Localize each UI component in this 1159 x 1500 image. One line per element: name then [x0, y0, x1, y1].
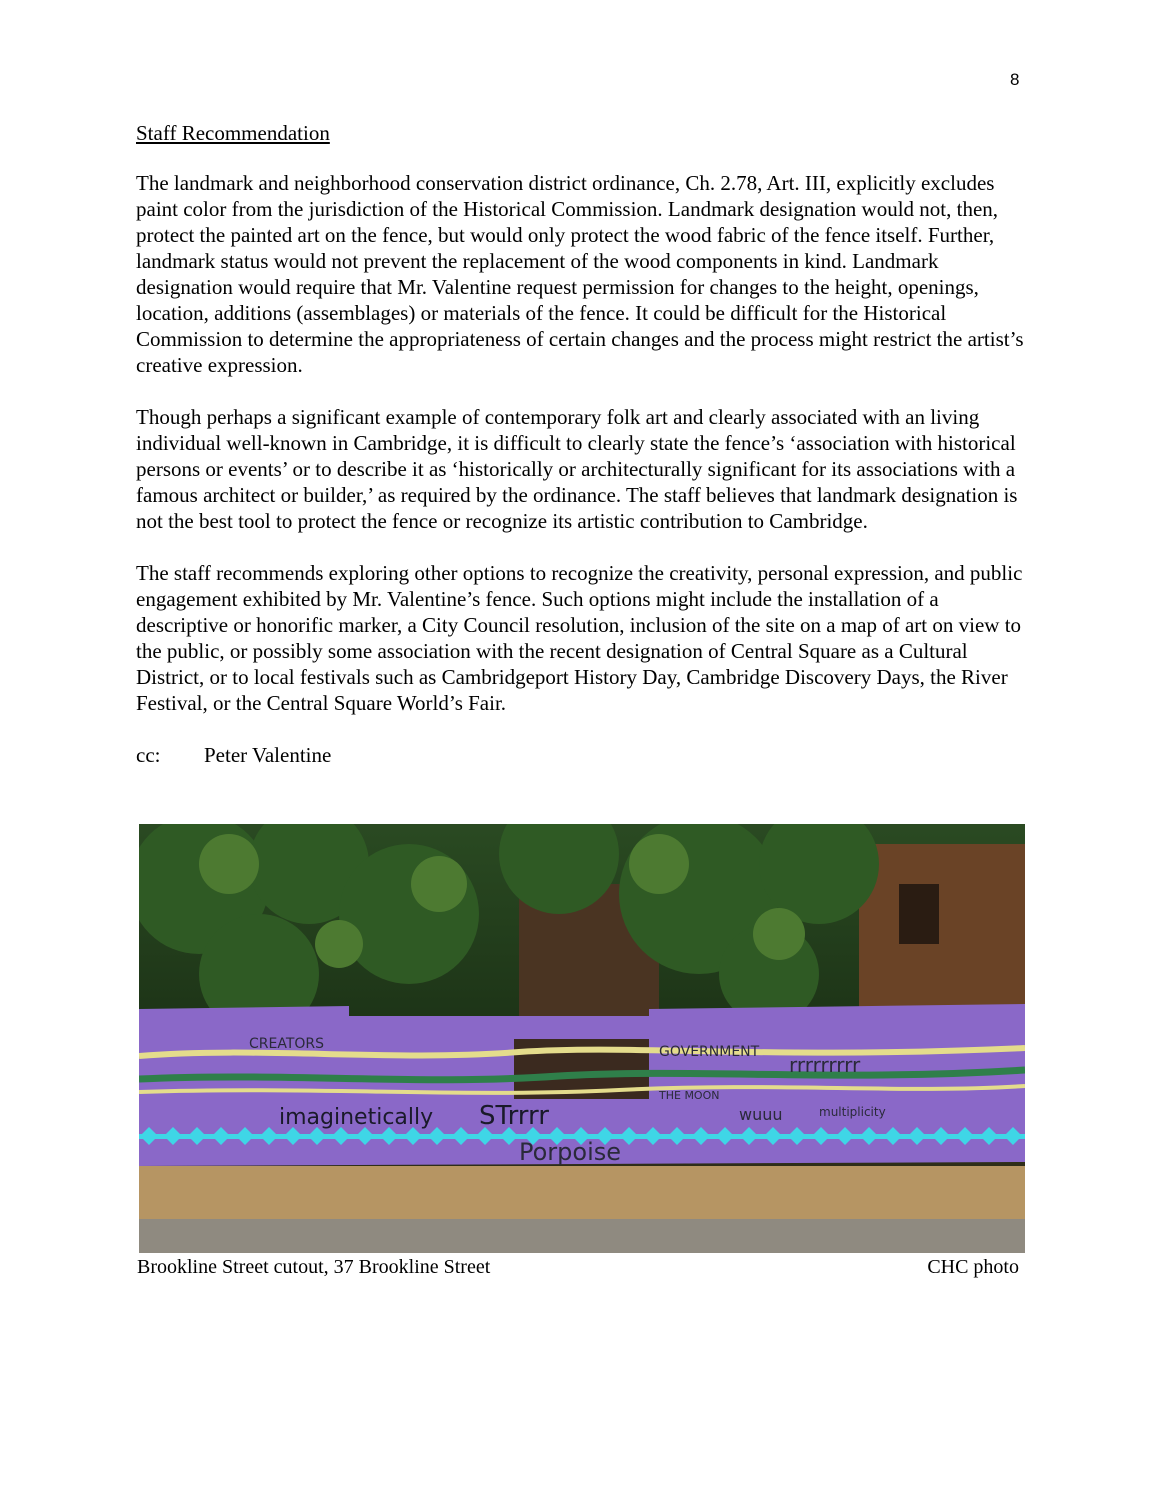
cc-line [136, 742, 1026, 768]
sidewalk [139, 1219, 1025, 1253]
fence-word-imaginetically: imaginetically [279, 1105, 434, 1130]
fence-word-multiplicity: multiplicity [819, 1105, 886, 1119]
caption-text: Brookline Street cutout, 37 Brookline Street [137, 1256, 491, 1278]
fence-word-government: GOVERNMENT [659, 1044, 760, 1060]
fence-word-wuuu: wuuu [739, 1105, 783, 1124]
paragraph-significance: Though perhaps a significant example of contemporary folk art and clearly associated with an living individual well-known in Cambridge, it is difficult to clearly state the fence’s ‘association with historical persons or events’ or to describe it as ‘historically or architecturally significant for its associations with a famous architect or builder,’ as required by the ordinance. The staff believes that landmark designation is not the best tool to protect the fence or recognize its artistic contribution to Cambridge. [136, 405, 1018, 533]
fence-word-creators: CREATORS [249, 1036, 325, 1052]
fence-word-the-moon: THE MOON [659, 1089, 720, 1102]
paragraph-recommendation: The staff recommends exploring other options to recognize the creativity, personal expression, and public engagement exhibited by Mr. Valentine’s fence. Such options might include the installation of a descriptive or honorific marker, a City Council resolution, inclusion of the site on a map of art on view to the public, or possibly some association with the recent designation of Central Square as a Cultural District, or to local festivals such as Cambridgeport History Day, Cambridge Discovery Days, the River Festival, or the Central Square World’s Fair. [136, 561, 1023, 715]
cc-label: cc: [136, 743, 161, 767]
fence-photo-illustration [139, 824, 1025, 1253]
photo-caption [137, 1254, 1019, 1280]
section-heading: Staff Recommendation [136, 121, 330, 145]
fence-word-porpoise: Porpoise [519, 1138, 622, 1166]
cc-name: Peter Valentine [204, 743, 332, 767]
photo-credit: CHC photo [927, 1256, 1019, 1278]
document-body [136, 118, 1026, 768]
fence-word-strrrr: STrrrr [479, 1101, 549, 1131]
page-number: 8 [1010, 70, 1020, 89]
paragraph-ordinance: The landmark and neighborhood conservation district ordinance, Ch. 2.78, Art. III, explicitly excludes paint color from the jurisdiction of the Historical Commission. Landmark designation would not, then, protect the painted art on the fence, but would only protect the wood fabric of the fence itself. Further, landmark status would not prevent the replacement of the wood components in kind. Landmark designation would require that Mr. Valentine request permission for changes to the height, openings, location, additions (assemblages) or materials of the fence. It could be difficult for the Historical Commission to determine the appropriateness of certain changes and the process might restrict the artist’s creative expression. [136, 171, 1024, 377]
fence-photo [139, 824, 1025, 1253]
house-window [899, 884, 939, 944]
fence-word-rrr: rrrrrrrrr [789, 1053, 861, 1077]
